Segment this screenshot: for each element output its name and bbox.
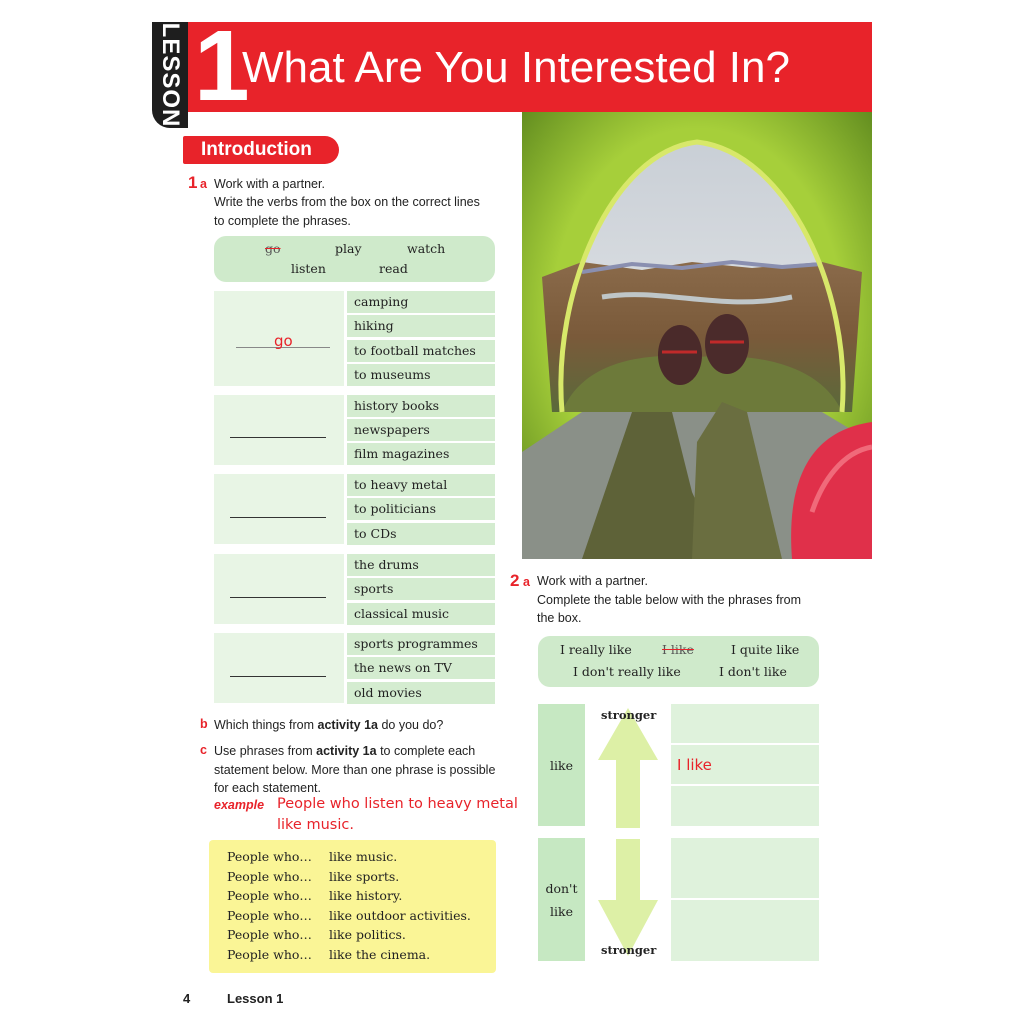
activity-1a-instruction-1: Work with a partner. [214,177,325,191]
activity-1a-instruction-3: to complete the phrases. [214,214,351,228]
answer-line[interactable] [230,517,326,518]
statement-end: like politics. [329,927,406,942]
statement-start: People who… [227,908,312,923]
example-line-2: like music. [277,817,354,833]
verb-word: go [265,241,281,256]
statement-end: like the cinema. [329,947,431,962]
statement-end: like outdoor activities. [329,908,471,923]
handwritten-answer: go [274,332,293,350]
phrase-cell: to CDs [347,523,495,545]
phrase-cell: to football matches [347,340,495,362]
activity-1c-instruction-2: statement below. More than one phrase is possible [214,763,496,777]
phrase-cell: camping [347,291,495,313]
title-bar [188,10,872,122]
statement-end: like history. [329,888,403,903]
stronger-top-label: stronger [601,708,657,722]
activity-1b-instruction: Which things from activity 1a do you do? [214,718,444,732]
activity-2a-instruction-3: the box. [537,611,582,625]
activity-1-number: 1 [188,173,198,192]
phrase-cell: film magazines [347,443,495,465]
phrase-cell: old movies [347,682,495,704]
activity-2a-instruction-1: Work with a partner. [537,574,648,588]
statement-start: People who… [227,947,312,962]
lesson-number: 1 [194,10,250,122]
example-line-1: People who listen to heavy metal [277,796,518,812]
statement-end: like music. [329,849,398,864]
activity-1a-instruction-2: Write the verbs from the box on the correct lines [214,195,480,209]
phrase-word: I don't really like [573,664,681,679]
like-label: like [550,758,573,773]
verb-word: read [379,261,408,276]
dont-like-column [538,838,585,961]
phrase-cell: to museums [347,364,495,386]
answer-line[interactable] [230,676,326,677]
introduction-heading: Introduction [183,136,339,164]
phrase-word: I don't like [719,664,787,679]
activity-1b-letter: b [200,717,208,731]
dont-like-label: like [550,904,573,919]
tent-landscape-photo [522,112,872,559]
lesson-label: LESSON [157,22,184,128]
phrase-word: I quite like [731,642,800,657]
phrase-cell: to politicians [347,498,495,520]
answer-cell[interactable] [671,704,819,743]
answer-cell [214,395,344,465]
activity-1c-letter: c [200,743,207,757]
verb-word: listen [291,261,326,276]
activity-2a-letter: a [523,575,530,589]
phrase-cell: hiking [347,315,495,337]
phrase-cell: sports [347,578,495,600]
statement-end: like sports. [329,869,400,884]
footer-lesson-label: Lesson 1 [227,991,284,1006]
activity-2a-instruction-2: Complete the table below with the phrases from [537,593,802,607]
arrow-up-icon [598,708,658,828]
answer-line[interactable] [230,437,326,438]
statement-start: People who… [227,869,312,884]
phrase-cell: to heavy metal [347,474,495,496]
statement-start: People who… [227,927,312,942]
answer-cell [214,554,344,624]
lesson-tab [152,22,188,128]
phrase-cell: sports programmes [347,633,495,655]
statements-box [209,840,496,973]
statement-start: People who… [227,849,312,864]
activity-1c-instruction-1: Use phrases from activity 1a to complete each [214,744,476,758]
arrows-graphic [586,704,670,962]
phrase-cell: newspapers [347,419,495,441]
verb-box [214,236,495,282]
activity-1c-instruction-3: for each statement. [214,781,322,795]
arrow-down-icon [598,839,658,956]
answer-cell[interactable] [671,900,819,961]
answer-cell [214,474,344,544]
page-number: 4 [183,991,191,1006]
answer-cell [214,633,344,703]
phrase-cell: the news on TV [347,657,495,679]
dont-label: don't [545,881,578,896]
answer-cell[interactable] [671,838,819,898]
activity-1a-letter: a [200,177,207,191]
statement-start: People who… [227,888,312,903]
phrase-cell: history books [347,395,495,417]
phrase-word: I like [662,642,694,657]
verb-word: play [335,241,362,256]
page-title: What Are You Interested In? [242,43,790,92]
activity-2-number: 2 [510,571,520,590]
verb-word: watch [407,241,446,256]
answer-cell[interactable] [671,786,819,826]
answer-line[interactable] [230,597,326,598]
phrase-cell: the drums [347,554,495,576]
phrase-cell: classical music [347,603,495,625]
stronger-bottom-label: stronger [601,943,657,957]
phrase-box [538,636,819,687]
example-label: example [214,798,265,812]
phrase-word: I really like [560,642,632,657]
handwritten-answer: I like [677,756,712,774]
